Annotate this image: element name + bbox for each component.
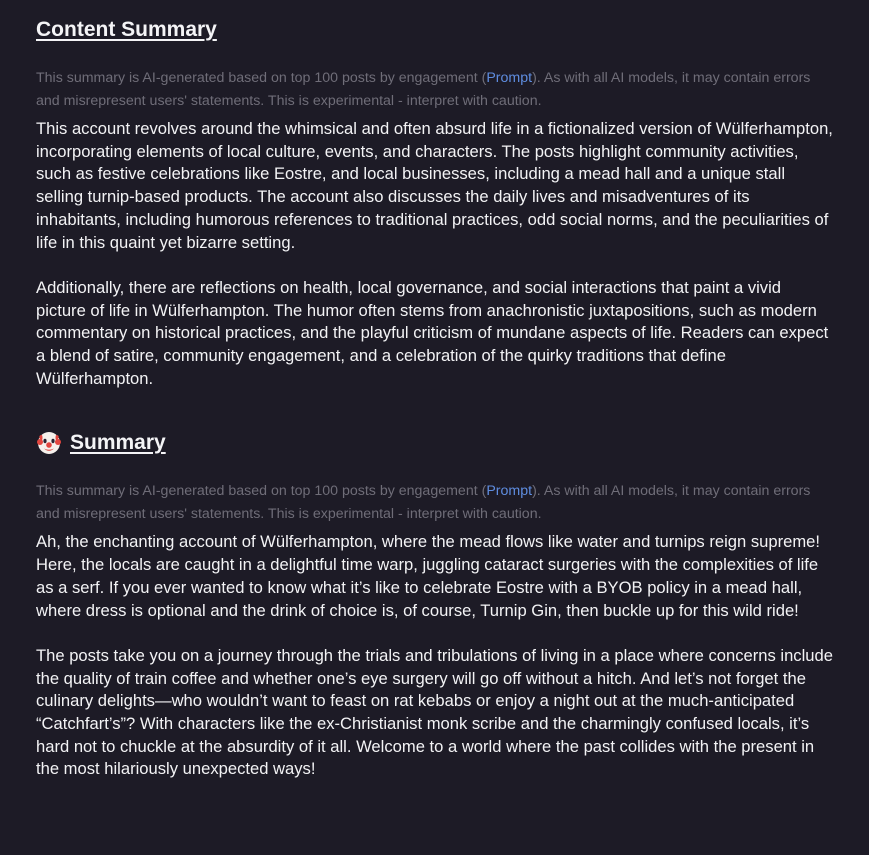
content-summary-section (36, 14, 833, 390)
clown-summary-title-text: Summary (70, 431, 166, 455)
disclaimer-text-after: ). As with all AI models, it may contain errors and misrepresent users' statements. This is experimental - interpret with caution. (36, 483, 811, 522)
clown-face-icon (36, 430, 62, 456)
content-summary-disclaimer (36, 67, 833, 112)
prompt-link[interactable]: Prompt (486, 483, 533, 500)
disclaimer-text-after: ). As with all AI models, it may contain errors and misrepresent users' statements. This is experimental - interpret with caution. (36, 70, 811, 109)
content-summary-paragraph-1: This account revolves around the whimsical and often absurd life in a fictionalized version of Wülferhampton, incorporating elements of local culture, events, and characters. The posts highlight community activities, such as festive celebrations like Eostre, and local businesses, including a mead hall and a unique stall selling turnip-based products. The account also discusses the daily lives and misadventures of its inhabitants, including humorous references to traditional practices, odd social norms, and the peculiarities of life in this quaint yet bizarre setting. (36, 119, 833, 252)
clown-summary-paragraph-1: Ah, the enchanting account of Wülferhampton, where the mead flows like water and turnips reign supreme! Here, the locals are caught in a delightful time warp, juggling cataract surgeries with the complexities of life as a serf. If you ever wanted to know what it’s like to celebrate Eostre with a BYOB policy in a mead hall, where dress is optional and the drink of choice is, of course, Turnip Gin, then buckle up for this wild ride! (36, 532, 821, 620)
prompt-link[interactable]: Prompt (486, 70, 533, 86)
disclaimer-text-before: This summary is AI-generated based on top 100 posts by engagement ( (36, 483, 487, 500)
content-summary-title (36, 14, 833, 46)
content-summary-paragraph-2: Additionally, there are reflections on health, local governance, and social interactions that paint a vivid picture of life in Wülferhampton. The humor often stems from anachronistic juxtapositions, such as modern commentary on historical practices, and the playful criticism of mundane aspects of life. Readers can expect a blend of satire, community engagement, and a celebration of the quirky traditions that define Wülferhampton. (36, 277, 829, 388)
disclaimer-text-before: This summary is AI-generated based on top 100 posts by engagement ( (36, 70, 487, 86)
clown-summary-paragraph-2: The posts take you on a journey through the trials and tribulations of living in a place where concerns include the quality of train coffee and whether one’s eye surgery will go off without a hitch. And let’s not forget the culinary delights—who wouldn’t want to feast on rat kebabs or enjoy a night out at the much-anticipated “Catchfart’s”? With characters like the ex-Christianist monk scribe and the charmingly confused locals, it’s hard not to chuckle at the absurdity of it all. Welcome to a world where the past collides with the present in the most hilariously unexpected ways! (36, 645, 833, 779)
clown-summary-disclaimer (36, 480, 833, 525)
clown-summary-section (36, 427, 833, 781)
clown-summary-title (36, 427, 833, 459)
content-summary-title-text: Content Summary (36, 18, 217, 41)
